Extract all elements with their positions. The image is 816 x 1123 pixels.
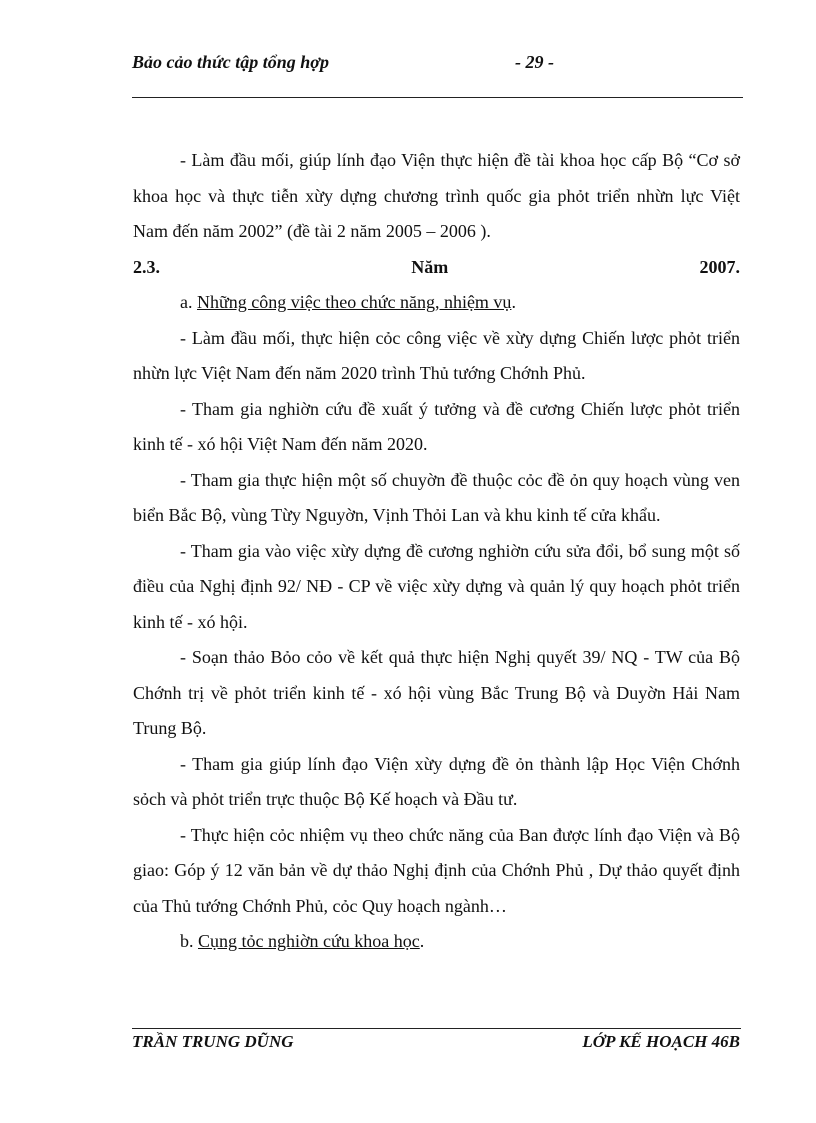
page-number: - 29 - [515,52,554,72]
section-word: Năm [411,256,449,277]
page-header [132,52,742,76]
paragraph-3: - Tham gia nghiờn cứu đề xuất ý tưởng và đề cương Chiến lược phỏt triển kinh tế - xó hội Việt Nam đến năm 2020. [133,398,740,454]
paragraph-1: - Làm đầu mối, giúp lính đạo Viện thực hiện đề tài khoa học cấp Bộ “Cơ sở khoa học và thực tiễn xừy dựng chương trình quốc gia phỏt triển nhừn lực Việt Nam đến năm 2002” (đề tài 2 năm 2005 – 2006 ). [133,150,740,241]
section-year: 2007. [699,256,740,277]
page-footer [132,1032,740,1056]
paragraph-2: - Làm đầu mối, thực hiện cỏc công việc về xừy dựng Chiến lược phỏt triển nhừn lực Việt Nam đến năm 2020 trình Thủ tướng Chớnh Phủ. [133,327,740,383]
subsection-a-prefix: a. [180,292,197,312]
section-heading [133,250,740,286]
footer-divider [132,1028,741,1029]
subsection-b-title: Cụng tỏc nghiờn cứu khoa học [198,931,420,951]
document-body [133,143,740,960]
class-name: LỚP KẾ HOẠCH 46B [582,1032,740,1051]
subsection-b-prefix: b. [180,931,198,951]
subsection-a-suffix: . [511,292,516,312]
subsection-a-title: Những công việc theo chức năng, nhiệm vụ [197,292,512,312]
paragraph-5: - Tham gia vào việc xừy dựng đề cương nghiờn cứu sửa đổi, bổ sung một số điều của Nghị định 92/ NĐ - CP về việc xừy dựng và quản lý quy hoạch phỏt triển kinh tế - xó hội. [133,540,740,632]
report-title: Bảo cảo thức tập tổng hợp [132,52,329,72]
paragraph-8: - Thực hiện cỏc nhiệm vụ theo chức năng của Ban được lính đạo Viện và Bộ giao: Góp ý 12 văn bản về dự thảo Nghị định của Chớnh Phủ , Dự thảo quyết định của Thủ tướng Chớnh Phủ, cỏc Quy hoạch ngành… [133,824,740,916]
subsection-b-suffix: . [419,931,425,951]
subsection-b [133,924,740,960]
subsection-a [133,285,740,321]
header-divider [132,97,743,98]
paragraph-4: - Tham gia thực hiện một số chuyờn đề thuộc cỏc đề ỏn quy hoạch vùng ven biển Bắc Bộ, vùng Từy Nguyờn, Vịnh Thỏi Lan và khu kinh tế cửa khẩu. [133,469,740,525]
paragraph-6: - Soạn thảo Bỏo cỏo về kết quả thực hiện Nghị quyết 39/ NQ - TW của Bộ Chớnh trị về phỏt triển kinh tế - xó hội vùng Bắc Trung Bộ và Duyờn Hải Nam Trung Bộ. [133,647,740,738]
paragraph-7: - Tham gia giúp lính đạo Viện xừy dựng đề ỏn thành lập Học Viện Chớnh sỏch và phỏt triển trực thuộc Bộ Kế hoạch và Đầu tư. [133,753,740,809]
section-number: 2.3. [133,256,160,277]
author-name: TRẦN TRUNG DŨNG [132,1032,294,1051]
